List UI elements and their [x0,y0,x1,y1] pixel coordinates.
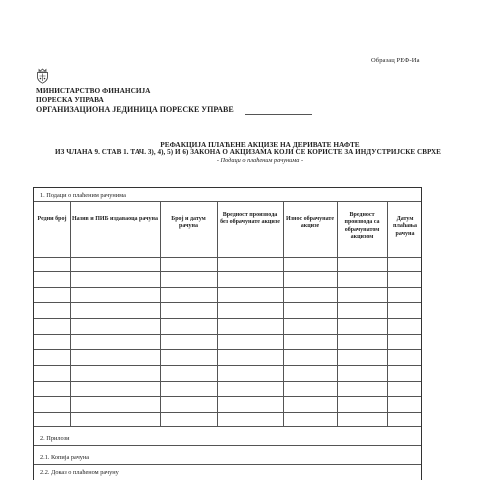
col-header-payment-date: Датум плаћања рачуна [393,216,417,237]
col-header-invoice-number-date: Број и датум рачуна [171,216,206,230]
section-1-label: 1. Подаци о плаћеним рачунима [40,192,126,199]
form-table [33,187,422,480]
org-unit-field[interactable] [245,114,312,115]
form-subtitle: - Подаци о плаћеним рачунима - [216,157,304,164]
col-header-value-with-excise: Вредност производа са обрачунатом акцизом [344,212,380,241]
section-2-1-label: 2.1. Копија рачуна [40,454,90,461]
section-2-2-label: 2.2. Доказ о плаћеном рачуну [40,469,119,476]
coat-of-arms-icon [36,68,49,84]
form-code: Образац РЕФ-Иа [371,57,420,64]
col-header-row-number: Редни број [37,216,67,222]
administration-name: ПОРЕСКА УПРАВА [36,95,104,104]
ministry-name: МИНИСТАРСТВО ФИНАНСИЈА [36,86,151,95]
issuer-header [36,86,234,115]
col-header-excise-amount: Износ обрачунате акцизе [285,216,335,230]
form-title: РЕФАКЦИЈА ПЛАЋЕНЕ АКЦИЗЕ НА ДЕРИВАТЕ НАФТЕ [160,140,360,149]
form-title-legal-basis: ИЗ ЧЛАНА 9. СТАВ 1. ТАЧ. 3), 4), 5) И 6) ЗАКОНА О АКЦИЗАМА КОЈИ СЕ КОРИСТЕ ЗА ИНДУСТРИЈСКЕ СВРХЕ [55,148,441,156]
col-header-value-without-excise: Вредност произвoда без обрачунате акцизе [220,212,280,226]
section-2-label: 2. Прилози [40,435,70,442]
col-header-issuer: Назив и ПИБ издаваоца рачуна [72,216,158,222]
org-unit-label: ОРГАНИЗАЦИОНА ЈЕДИНИЦА ПОРЕСКЕ УПРАВЕ [36,105,234,114]
